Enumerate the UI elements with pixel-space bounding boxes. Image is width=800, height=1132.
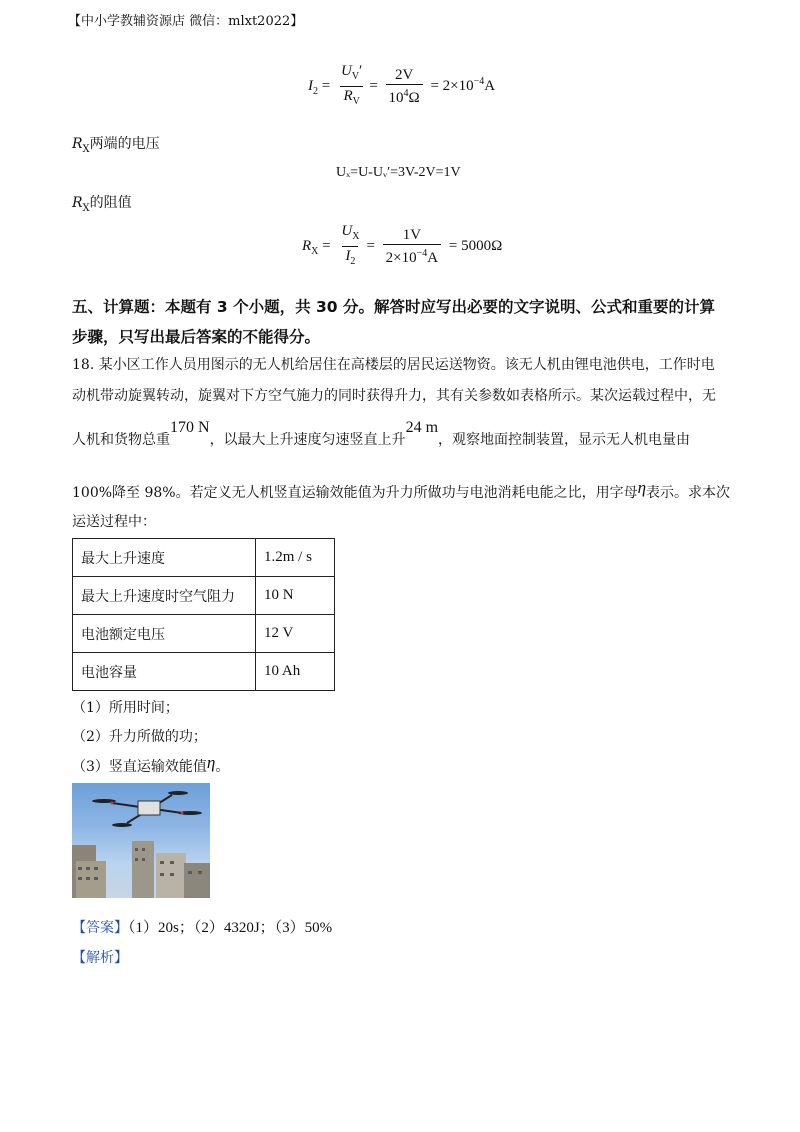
analysis-label: 【解析】 bbox=[72, 950, 128, 966]
formula-rx: $R_X$ = $\frac{U_X}{I_2}$ = $\frac{1V}{2\times 10^{-4}A}$ = 5000Ω bbox=[302, 222, 502, 271]
height-value: 24 m bbox=[405, 419, 439, 436]
sub-question-2: （2）升力所做的功； bbox=[72, 729, 207, 745]
sub-question-3: （3）竖直运输效能值η。 bbox=[72, 753, 230, 775]
rx-voltage-label: $R_X$两端的电压 bbox=[72, 136, 160, 155]
formula-i2: $I_2$ = $\frac{U_V'}{R_V}$ = $\frac{2V}{10^4\Omega}$ = $2\times 10^{-4}A$ bbox=[308, 62, 495, 111]
question-18-line-1: 18. 某小区工作人员用图示的无人机给居住在高楼层的居民运送物资。该无人机由锂电池供电，工作时电 bbox=[72, 357, 715, 373]
table-row: 电池额定电压 12 V bbox=[73, 615, 335, 653]
weight-value: 170 N bbox=[170, 419, 210, 436]
ux-equation: Uₓ=U-Uᵥ′=3V-2V=1V bbox=[336, 165, 461, 180]
answer-label: 【答案】 bbox=[72, 920, 128, 936]
table-row: 电池容量 10 Ah bbox=[73, 653, 335, 691]
section-title: 五、计算题：本题有 3 个小题，共 30 分。解答时应写出必要的文字说明、公式和重要的计算 bbox=[72, 298, 715, 316]
question-18-line-3: 人机和货物总重170 N，以最大上升速度匀速竖直上升24 m，观察地面控制装置，显示无人机电量由 bbox=[72, 419, 691, 448]
section-title-cont: 步骤，只写出最后答案的不能得分。 bbox=[72, 328, 321, 346]
rx-resistance-label: $R_X$的阻值 bbox=[72, 195, 132, 214]
sub-question-1: （1）所用时间； bbox=[72, 700, 179, 716]
answer-line: 【答案】（1）20s；（2）4320J；（3）50% bbox=[72, 920, 333, 936]
question-18-line-5: 运送过程中： bbox=[72, 514, 156, 530]
header-watermark: 【中小学教辅资源店 微信：mlxt2022】 bbox=[68, 14, 304, 29]
drone-photo bbox=[72, 783, 210, 898]
question-18-line-2: 动机带动旋翼转动，旋翼对下方空气施力的同时获得升力，其有关参数如表格所示。某次运载过程中，无 bbox=[72, 388, 716, 404]
table-row: 最大上升速度 1.2m / s bbox=[73, 539, 335, 577]
question-18-line-4: 100%降至 98%。若定义无人机竖直运输效能值为升力所做功与电池消耗电能之比，用字母η表示。求本次 bbox=[72, 478, 731, 501]
parameter-table bbox=[72, 538, 335, 691]
table-row: 最大上升速度时空气阻力 10 N bbox=[73, 577, 335, 615]
eta-symbol: η bbox=[637, 478, 647, 497]
